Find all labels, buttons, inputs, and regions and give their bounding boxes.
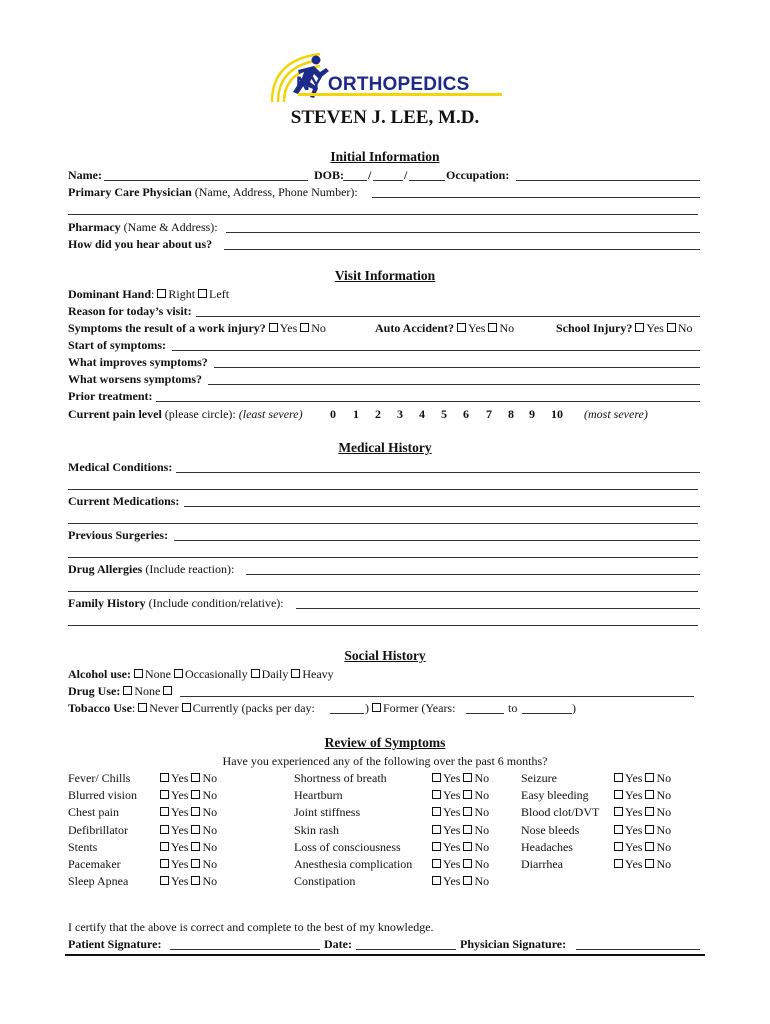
ros-question: Have you experienced any of the following over the past 6 months?: [222, 754, 548, 768]
symptom-label: Blood clot/DVT: [521, 805, 600, 819]
work-injury-label: Symptoms the result of a work injury?: [68, 321, 266, 335]
work-injury-row: [68, 321, 326, 335]
tobacco-never: Never: [149, 701, 179, 715]
family-history-note: (Include condition/relative):: [148, 596, 284, 610]
checkbox-yes[interactable]: [160, 825, 169, 834]
option-no: No: [656, 840, 672, 854]
dob-label: DOB:: [314, 168, 344, 182]
checkbox-no[interactable]: [463, 773, 472, 782]
work-yes: Yes: [279, 321, 298, 335]
checkbox-work-yes[interactable]: [269, 323, 278, 332]
option-left: Left: [209, 287, 230, 301]
option-yes: Yes: [171, 840, 189, 854]
dob-month-field[interactable]: [343, 180, 367, 181]
checkbox-yes[interactable]: [432, 842, 441, 851]
pain-low-label: (least severe): [238, 407, 303, 421]
option-no: No: [202, 857, 218, 871]
checkbox-no[interactable]: [191, 790, 200, 799]
symptom-options: [614, 823, 671, 838]
worsens-label: What worsens symptoms?: [68, 372, 203, 386]
hear-about-field[interactable]: [224, 249, 700, 250]
school-injury-row: [556, 321, 693, 335]
symptom-label: Skin rash: [294, 823, 339, 837]
tobacco-former-row: [365, 701, 455, 715]
option-yes: Yes: [443, 857, 461, 871]
pain-level-note: (please circle):: [164, 407, 236, 421]
checkbox-no[interactable]: [645, 842, 654, 851]
option-yes: Yes: [443, 788, 461, 802]
symptom-options: [614, 788, 671, 803]
checkbox-no[interactable]: [191, 773, 200, 782]
alcohol-label: Alcohol use:: [68, 667, 131, 681]
option-no: No: [202, 823, 218, 837]
option-yes: Yes: [171, 857, 189, 871]
checkbox-yes[interactable]: [614, 859, 623, 868]
allergies-label: Drug Allergies: [68, 562, 143, 576]
family-history-row: [68, 596, 284, 610]
checkbox-no[interactable]: [645, 773, 654, 782]
pain-level-label: Current pain level: [68, 407, 162, 421]
school-injury-label: School Injury?: [556, 321, 633, 335]
symptom-label: Headaches: [521, 840, 573, 854]
symptom-label: Anesthesia complication: [294, 857, 413, 871]
checkbox-yes[interactable]: [160, 807, 169, 816]
symptom-label: Chest pain: [68, 805, 119, 819]
checkbox-yes[interactable]: [432, 790, 441, 799]
option-yes: Yes: [443, 771, 461, 785]
dob-separator: /: [368, 168, 372, 182]
checkbox-yes[interactable]: [432, 876, 441, 885]
physician-signature-field[interactable]: [576, 949, 700, 950]
checkbox-yes[interactable]: [160, 842, 169, 851]
symptom-options: [614, 805, 671, 820]
heading-social-history: Social History: [344, 648, 426, 663]
option-yes: Yes: [171, 788, 189, 802]
option-no: No: [474, 874, 490, 888]
checkbox-yes[interactable]: [160, 859, 169, 868]
checkbox-auto-no[interactable]: [488, 323, 497, 332]
checkbox-no[interactable]: [645, 825, 654, 834]
tobacco-current-end: ): [365, 701, 369, 715]
tobacco-former: Former (Years:: [383, 701, 456, 715]
option-no: No: [474, 805, 490, 819]
checkbox-no[interactable]: [191, 842, 200, 851]
tobacco-colon: :: [131, 701, 136, 715]
checkbox-yes[interactable]: [614, 790, 623, 799]
checkbox-yes[interactable]: [432, 807, 441, 816]
pain-level-row: [68, 407, 303, 421]
pcp-label: Primary Care Physician: [68, 185, 192, 199]
former-years-to-field[interactable]: [522, 713, 572, 714]
checkbox-drug-none[interactable]: [123, 686, 132, 695]
checkbox-yes[interactable]: [614, 825, 623, 834]
option-yes: Yes: [443, 874, 461, 888]
allergies-field-line2[interactable]: [68, 591, 698, 592]
option-yes: Yes: [625, 771, 643, 785]
drug-use-field[interactable]: [180, 696, 694, 697]
symptom-label: Fever/ Chills: [68, 771, 131, 785]
checkbox-no[interactable]: [645, 807, 654, 816]
physician-signature-label: Physician Signature:: [460, 937, 567, 951]
pain-option[interactable]: 7: [486, 407, 492, 421]
allergies-field[interactable]: [246, 574, 700, 575]
symptom-label: Blurred vision: [68, 788, 137, 802]
option-right: Right: [168, 287, 196, 301]
checkbox-yes[interactable]: [160, 773, 169, 782]
symptom-label: Stents: [68, 840, 98, 854]
doctor-name: STEVEN J. LEE, M.D.: [290, 107, 480, 128]
symptom-options: [160, 857, 217, 872]
auto-yes: Yes: [468, 321, 486, 335]
checkbox-yes[interactable]: [432, 825, 441, 834]
improves-label: What improves symptoms?: [68, 355, 208, 369]
symptom-label: Pacemaker: [68, 857, 121, 871]
option-no: No: [656, 788, 672, 802]
medications-field-line2[interactable]: [68, 523, 698, 524]
alcohol-occasionally: Occasionally: [185, 667, 248, 681]
symptom-options: [432, 840, 489, 855]
symptom-label: Nose bleeds: [521, 823, 580, 837]
symptom-options: [432, 788, 489, 803]
pcp-row: [68, 185, 358, 199]
pain-high-label: (most severe): [584, 407, 648, 421]
symptom-options: [432, 823, 489, 838]
option-no: No: [474, 823, 490, 837]
surgeries-field[interactable]: [174, 540, 700, 541]
symptom-options: [432, 805, 489, 820]
name-label: Name:: [68, 168, 102, 182]
pcp-field-line2[interactable]: [68, 214, 698, 215]
prior-treatment-field[interactable]: [156, 401, 700, 402]
checkbox-alcohol-none[interactable]: [134, 669, 143, 678]
auto-accident-label: Auto Accident?: [375, 321, 454, 335]
surgeries-field-line2[interactable]: [68, 557, 698, 558]
checkbox-yes[interactable]: [160, 876, 169, 885]
tobacco-to: to: [508, 701, 518, 715]
symptom-options: [160, 788, 217, 803]
option-no: No: [202, 840, 218, 854]
option-yes: Yes: [625, 823, 643, 837]
symptom-label: Easy bleeding: [521, 788, 589, 802]
symptom-options: [160, 805, 217, 820]
checkbox-no[interactable]: [191, 807, 200, 816]
checkbox-auto-yes[interactable]: [457, 323, 466, 332]
tobacco-former-end: ): [572, 701, 576, 715]
checkbox-yes[interactable]: [614, 842, 623, 851]
checkbox-no[interactable]: [645, 790, 654, 799]
pain-option[interactable]: 3: [397, 407, 403, 421]
alcohol-daily: Daily: [261, 667, 289, 681]
dominant-hand-row: [68, 287, 229, 301]
option-yes: Yes: [625, 857, 643, 871]
dominant-colon: :: [151, 287, 155, 301]
option-no: No: [202, 805, 218, 819]
pain-option[interactable]: 0: [330, 407, 336, 421]
alcohol-row: [68, 667, 334, 681]
option-no: No: [656, 805, 672, 819]
auto-no: No: [499, 321, 515, 335]
option-no: No: [202, 771, 218, 785]
heading-visit-information: Visit Information: [334, 268, 436, 283]
checkbox-school-yes[interactable]: [635, 323, 644, 332]
allergies-note: (Include reaction):: [145, 562, 235, 576]
option-yes: Yes: [625, 840, 643, 854]
patient-signature-label: Patient Signature:: [68, 937, 162, 951]
checkbox-no[interactable]: [645, 859, 654, 868]
tobacco-current: Currently (packs per day:: [192, 701, 315, 715]
symptom-options: [614, 840, 671, 855]
checkbox-tobacco-never[interactable]: [138, 703, 147, 712]
checkbox-tobacco-current[interactable]: [182, 703, 191, 712]
worsens-field[interactable]: [208, 384, 700, 385]
symptom-label: Diarrhea: [521, 857, 563, 871]
option-no: No: [656, 857, 672, 871]
date-label: Date:: [324, 937, 352, 951]
date-field[interactable]: [356, 949, 456, 950]
checkbox-alcohol-heavy[interactable]: [291, 669, 300, 678]
pain-option[interactable]: 5: [441, 407, 447, 421]
allergies-row: [68, 562, 234, 576]
tobacco-label: Tobacco Use: [68, 701, 132, 715]
pharmacy-field[interactable]: [226, 232, 700, 233]
symptom-options: [160, 840, 217, 855]
option-yes: Yes: [625, 788, 643, 802]
tobacco-row: [68, 701, 315, 715]
dob-separator: /: [404, 168, 408, 182]
symptom-options: [432, 771, 489, 786]
option-no: No: [202, 788, 218, 802]
checkbox-drug-other[interactable]: [163, 686, 172, 695]
heading-review-of-symptoms: Review of Symptoms: [324, 735, 446, 750]
occupation-label: Occupation:: [446, 168, 510, 182]
symptom-options: [432, 874, 489, 889]
pain-option[interactable]: 2: [375, 407, 381, 421]
pain-option[interactable]: 1: [353, 407, 359, 421]
pain-option[interactable]: 10: [551, 407, 563, 421]
conditions-field[interactable]: [176, 472, 700, 473]
checkbox-yes[interactable]: [614, 807, 623, 816]
family-history-field-line2[interactable]: [68, 625, 698, 626]
pcp-field[interactable]: [372, 197, 700, 198]
option-yes: Yes: [443, 840, 461, 854]
symptom-label: Heartburn: [294, 788, 343, 802]
pain-option[interactable]: 8: [508, 407, 514, 421]
symptom-label: Defibrillator: [68, 823, 128, 837]
reason-label: Reason for today’s visit:: [68, 304, 192, 318]
former-years-from-field[interactable]: [466, 713, 504, 714]
start-symptoms-label: Start of symptoms:: [68, 338, 166, 352]
pain-high-row: [584, 407, 648, 421]
option-no: No: [474, 771, 490, 785]
option-yes: Yes: [171, 874, 189, 888]
dob-year-field[interactable]: [409, 180, 445, 181]
option-yes: Yes: [443, 823, 461, 837]
reason-field[interactable]: [196, 316, 700, 317]
dominant-hand-label: Dominant Hand: [68, 287, 152, 301]
logo-text: NY ORTHOPEDICS: [296, 74, 470, 95]
drug-use-label: Drug Use:: [68, 684, 121, 698]
checkbox-no[interactable]: [463, 859, 472, 868]
school-yes: Yes: [646, 321, 664, 335]
option-yes: Yes: [171, 805, 189, 819]
symptom-options: [160, 874, 217, 889]
pain-option[interactable]: 6: [463, 407, 469, 421]
auto-accident-row: [375, 321, 514, 335]
symptom-label: Joint stiffness: [294, 805, 361, 819]
checkbox-no[interactable]: [191, 825, 200, 834]
heading-initial-information: Initial Information: [330, 149, 440, 164]
checkbox-no[interactable]: [191, 859, 200, 868]
checkbox-right[interactable]: [157, 289, 166, 298]
pcp-note: (Name, Address, Phone Number):: [194, 185, 358, 199]
start-symptoms-field[interactable]: [172, 350, 700, 351]
pharmacy-label: Pharmacy: [68, 220, 121, 234]
patient-signature-field[interactable]: [170, 949, 320, 950]
medications-field[interactable]: [184, 506, 700, 507]
checkbox-left[interactable]: [198, 289, 207, 298]
alcohol-heavy: Heavy: [302, 667, 334, 681]
option-no: No: [474, 857, 490, 871]
checkbox-alcohol-daily[interactable]: [251, 669, 260, 678]
symptom-label: Loss of consciousness: [294, 840, 401, 854]
checkbox-no[interactable]: [463, 807, 472, 816]
drug-none: None: [134, 684, 161, 698]
option-no: No: [656, 823, 672, 837]
symptom-label: Seizure: [521, 771, 557, 785]
heading-medical-history: Medical History: [338, 440, 432, 455]
conditions-label: Medical Conditions:: [68, 460, 173, 474]
checkbox-no[interactable]: [463, 825, 472, 834]
checkbox-no[interactable]: [463, 842, 472, 851]
packs-per-day-field[interactable]: [330, 713, 364, 714]
pain-option[interactable]: 9: [529, 407, 535, 421]
occupation-field[interactable]: [516, 180, 700, 181]
option-yes: Yes: [171, 771, 189, 785]
checkbox-no[interactable]: [191, 876, 200, 885]
family-history-field[interactable]: [296, 608, 700, 609]
option-yes: Yes: [625, 805, 643, 819]
checkbox-yes[interactable]: [432, 859, 441, 868]
checkbox-yes[interactable]: [432, 773, 441, 782]
certify-statement: I certify that the above is correct and complete to the best of my knowledge.: [68, 920, 434, 934]
checkbox-school-no[interactable]: [667, 323, 676, 332]
symptom-options: [160, 771, 217, 786]
school-no: No: [677, 321, 693, 335]
symptom-label: Constipation: [294, 874, 356, 888]
prior-treatment-label: Prior treatment:: [68, 389, 153, 403]
surgeries-label: Previous Surgeries:: [68, 528, 169, 542]
footer-rule: [65, 954, 705, 956]
alcohol-none: None: [145, 667, 171, 681]
checkbox-no[interactable]: [463, 790, 472, 799]
drug-use-row: [68, 684, 174, 698]
symptom-label: Sleep Apnea: [68, 874, 129, 888]
checkbox-yes[interactable]: [160, 790, 169, 799]
family-history-label: Family History: [68, 596, 146, 610]
option-yes: Yes: [171, 823, 189, 837]
improves-field[interactable]: [214, 367, 700, 368]
pain-option[interactable]: 4: [419, 407, 425, 421]
symptom-options: [614, 771, 671, 786]
pharmacy-note: (Name & Address):: [123, 220, 218, 234]
symptom-label: Shortness of breath: [294, 771, 387, 785]
option-no: No: [202, 874, 218, 888]
pharmacy-row: [68, 220, 218, 234]
checkbox-tobacco-former[interactable]: [372, 703, 381, 712]
work-no: No: [311, 321, 326, 335]
symptom-options: [614, 857, 671, 872]
option-no: No: [656, 771, 672, 785]
option-yes: Yes: [443, 805, 461, 819]
checkbox-alcohol-occasionally[interactable]: [174, 669, 183, 678]
name-field[interactable]: [104, 180, 308, 181]
conditions-field-line2[interactable]: [68, 489, 698, 490]
medications-label: Current Medications:: [68, 494, 180, 508]
option-no: No: [474, 840, 490, 854]
symptom-options: [432, 857, 489, 872]
symptom-options: [160, 823, 217, 838]
checkbox-work-no[interactable]: [300, 323, 309, 332]
checkbox-yes[interactable]: [614, 773, 623, 782]
dob-day-field[interactable]: [373, 180, 403, 181]
hear-about-label: How did you hear about us?: [68, 237, 213, 251]
option-no: No: [474, 788, 490, 802]
checkbox-no[interactable]: [463, 876, 472, 885]
